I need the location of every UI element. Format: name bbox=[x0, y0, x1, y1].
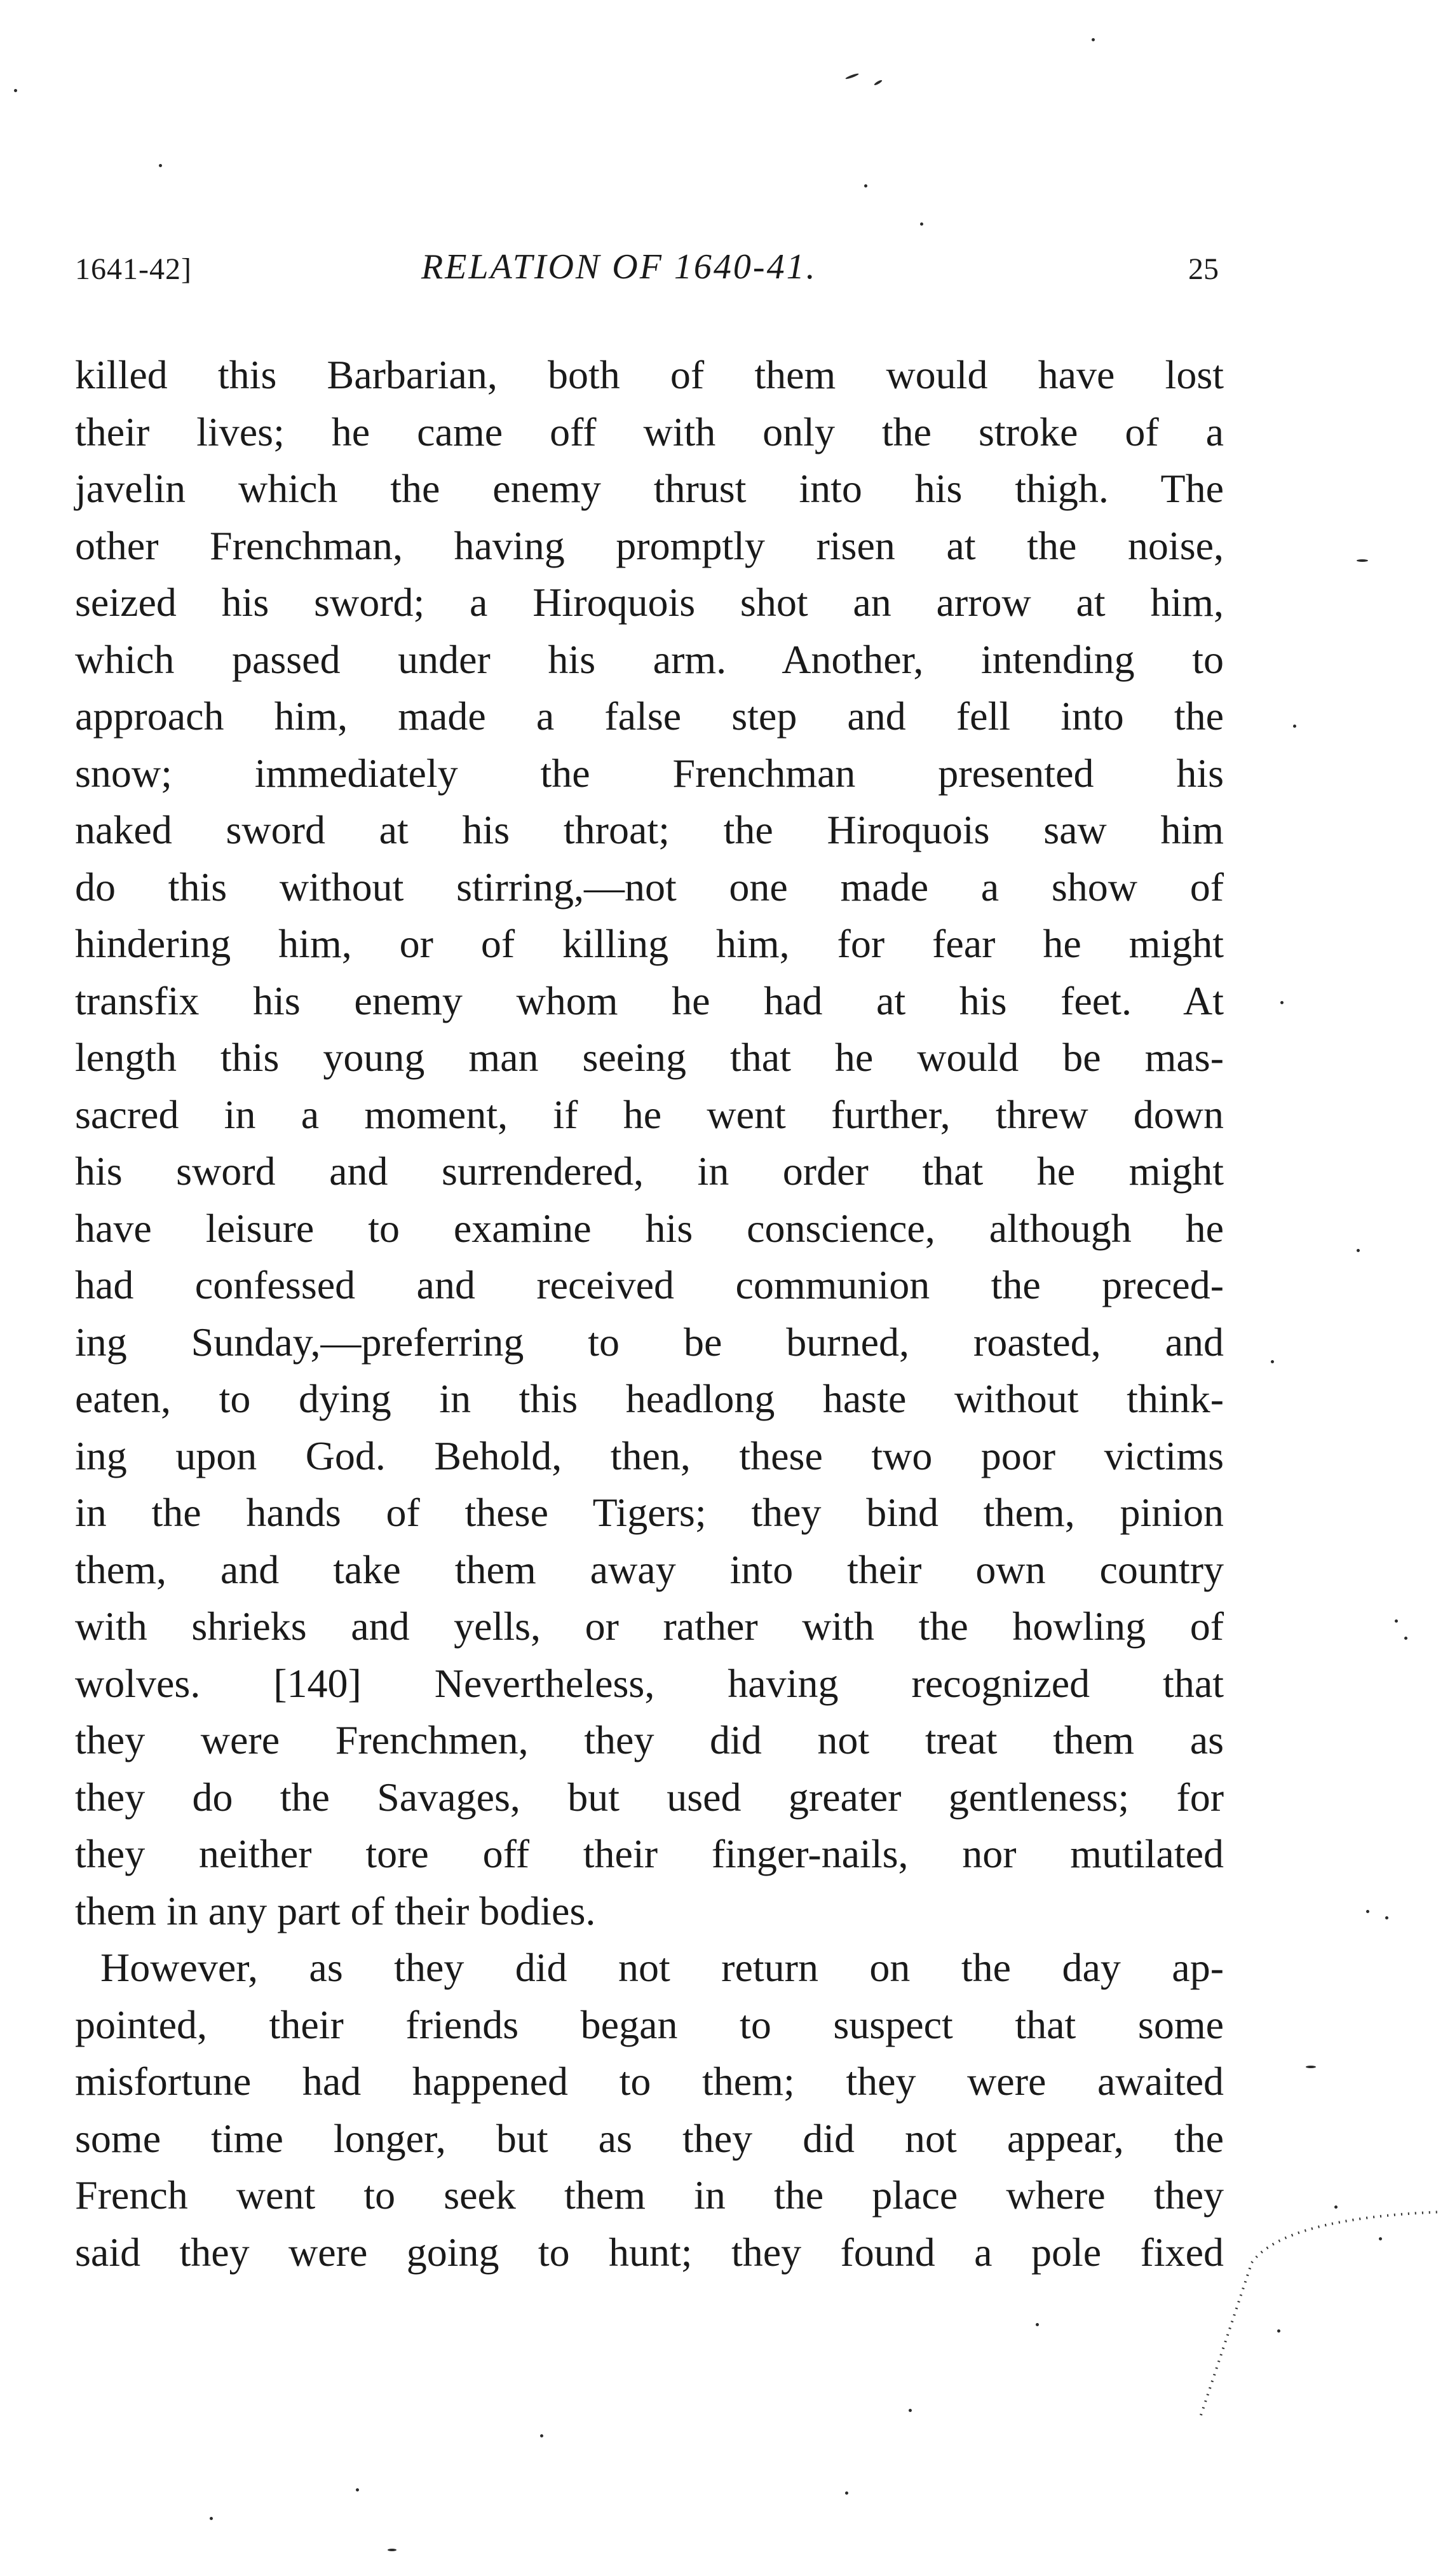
text-line: approach him, made a false step and fell into the bbox=[75, 693, 1224, 739]
text-line: had confessed and received communion the preced- bbox=[75, 1262, 1224, 1307]
text-line: ing upon God. Behold, then, these two poor victims bbox=[75, 1433, 1224, 1478]
text-line: said they were going to hunt; they found a pole fixed bbox=[75, 2229, 1224, 2275]
text-line: sacred in a moment, if he went further, threw down bbox=[75, 1091, 1224, 1137]
scan-speck bbox=[1271, 1360, 1274, 1363]
scan-speck bbox=[845, 2491, 848, 2495]
scan-speck bbox=[1404, 1637, 1407, 1640]
scan-speck bbox=[1036, 2323, 1039, 2326]
scan-speck bbox=[210, 2517, 213, 2520]
text-line: they were Frenchmen, they did not treat them as bbox=[75, 1717, 1224, 1762]
scan-speck bbox=[1357, 1249, 1360, 1252]
text-line: which passed under his arm. Another, intending to bbox=[75, 636, 1224, 682]
scan-speck bbox=[1306, 2066, 1316, 2068]
text-line: hindering him, or of killing him, for fear he might bbox=[75, 921, 1224, 966]
scan-speck bbox=[1366, 1910, 1369, 1913]
text-line: However, as they did not return on the day ap- bbox=[100, 1945, 1224, 1990]
scan-speck bbox=[920, 222, 923, 226]
text-line: them, and take them away into their own country bbox=[75, 1546, 1224, 1592]
text-line: they neither tore off their finger-nails, nor mutilated bbox=[75, 1831, 1224, 1876]
year-range: 1641-42] bbox=[75, 252, 192, 286]
paragraph-1 bbox=[75, 346, 1224, 1939]
running-head bbox=[75, 247, 1219, 297]
text-line: in the hands of these Tigers; they bind them, pinion bbox=[75, 1490, 1224, 1535]
body-text bbox=[75, 346, 1224, 2280]
text-line: transfix his enemy whom he had at his feet. At bbox=[75, 978, 1224, 1023]
text-line: some time longer, but as they did not appear, the bbox=[75, 2115, 1224, 2161]
text-line: naked sword at his throat; the Hiroquois saw him bbox=[75, 807, 1224, 852]
scan-speck bbox=[1385, 1916, 1388, 1919]
scan-speck bbox=[540, 2434, 543, 2437]
text-line: snow; immediately the Frenchman presented his bbox=[75, 750, 1224, 796]
scan-speck bbox=[1280, 1001, 1284, 1004]
text-line: eaten, to dying in this headlong haste without think- bbox=[75, 1376, 1224, 1421]
page-number: 25 bbox=[1188, 252, 1219, 286]
scan-speck bbox=[864, 184, 867, 187]
running-title: RELATION OF 1640-41. bbox=[421, 247, 817, 287]
text-line: javelin which the enemy thrust into his thigh. The bbox=[75, 466, 1224, 511]
dotted-mark bbox=[1195, 2161, 1449, 2428]
scan-speck bbox=[14, 89, 17, 92]
text-line: have leisure to examine his conscience, although he bbox=[75, 1205, 1224, 1251]
scan-speck bbox=[388, 2549, 396, 2551]
paragraph-2 bbox=[75, 1939, 1224, 2280]
scan-speck bbox=[159, 164, 162, 167]
text-line: other Frenchman, having promptly risen at the noise, bbox=[75, 522, 1224, 568]
text-line: they do the Savages, but used greater gentleness; for bbox=[75, 1774, 1224, 1820]
text-line: wolves. [140] Nevertheless, having recognized that bbox=[75, 1660, 1224, 1706]
text-line: their lives; he came off with only the stroke of a bbox=[75, 409, 1224, 454]
scan-speck bbox=[1357, 559, 1368, 562]
text-line: do this without stirring,—not one made a show of bbox=[75, 864, 1224, 910]
text-line: them in any part of their bodies. bbox=[75, 1888, 596, 1933]
scan-speck bbox=[845, 72, 859, 79]
text-line: French went to seek them in the place where they bbox=[75, 2172, 1224, 2218]
scan-speck bbox=[1293, 725, 1296, 728]
text-line: ing Sunday,—preferring to be burned, roasted, and bbox=[75, 1319, 1224, 1365]
text-line: with shrieks and yells, or rather with the howling of bbox=[75, 1604, 1224, 1649]
scan-speck bbox=[909, 2409, 912, 2412]
text-line: pointed, their friends began to suspect that some bbox=[75, 2001, 1224, 2047]
text-line: misfortune had happened to them; they were awaited bbox=[75, 2059, 1224, 2104]
text-line: seized his sword; a Hiroquois shot an arrow at him, bbox=[75, 580, 1224, 625]
text-line: killed this Barbarian, both of them would have lost bbox=[75, 352, 1224, 397]
scan-speck bbox=[1092, 38, 1095, 41]
text-line: his sword and surrendered, in order that he might bbox=[75, 1148, 1224, 1194]
scan-speck bbox=[356, 2488, 359, 2491]
scan-speck bbox=[1395, 1619, 1398, 1623]
text-line: length this young man seeing that he would be mas- bbox=[75, 1035, 1224, 1080]
scan-speck bbox=[874, 79, 883, 86]
